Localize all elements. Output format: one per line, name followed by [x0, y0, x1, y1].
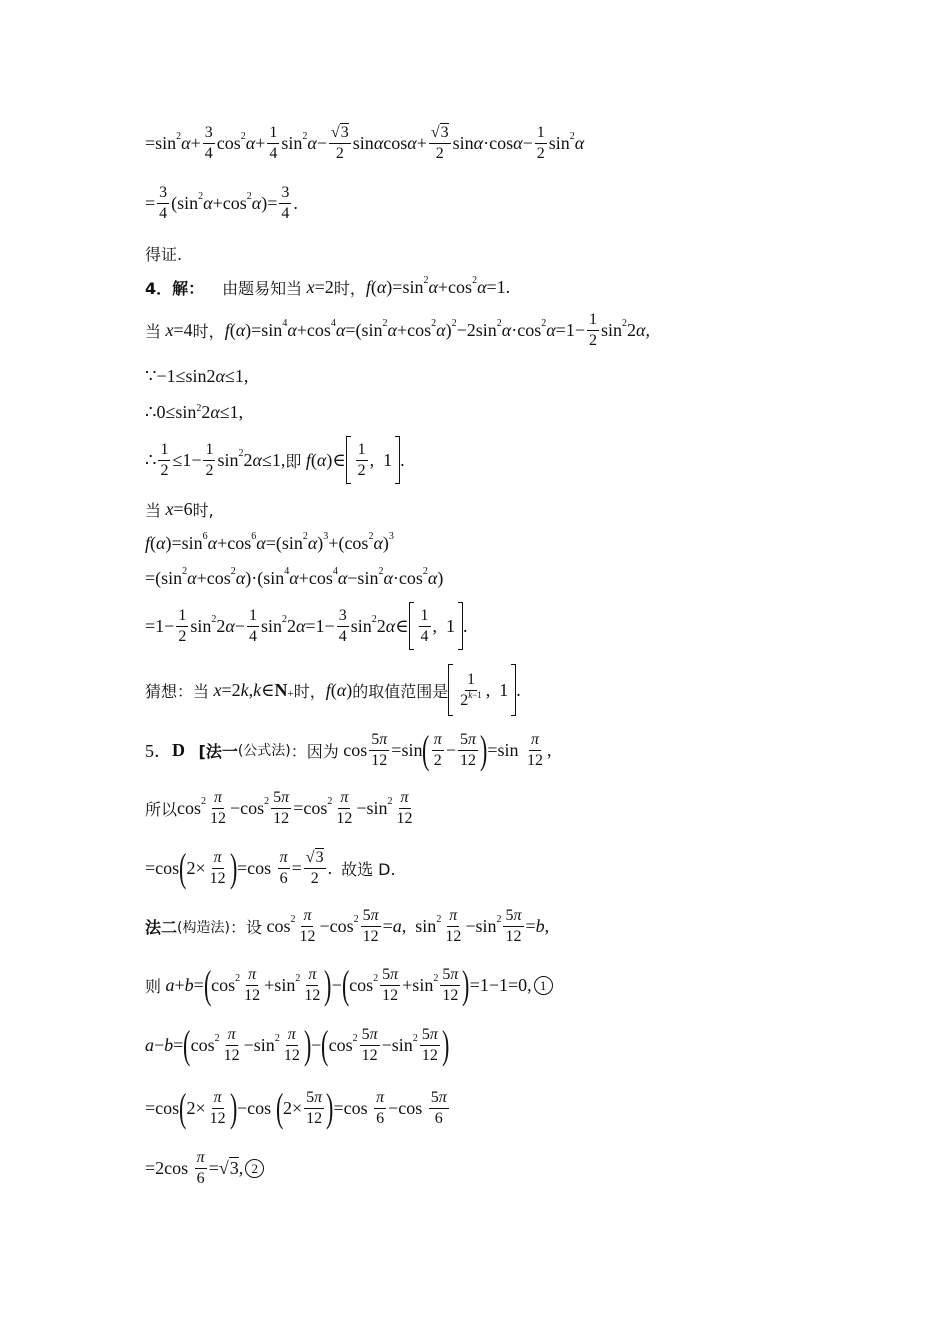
- equation-line-6: ∵−1≤sin2α≤1,: [145, 366, 249, 386]
- problem-5-header: 5． D [法一 (公式法) ：因为 cos $\frac{5\pi}{12}$ =sin ( $\frac{\pi}{2}$ − $\frac{5\pi}{12}$ ) =sin $\frac{\pi}{12}$ ,: [145, 727, 552, 772]
- circled-2-icon: 2: [245, 1159, 264, 1178]
- equation-line-17: 法二 (构造法) ：设 cos $^2$ $\frac{\pi}{12}$ −cos $^2$ $\frac{5\pi}{12}$ = a , sin $^2$ $\frac{\pi}{12}$ −sin $^2$ $\frac{5\pi}{12}$ = b ,: [145, 907, 550, 945]
- equation-line-1: =sin $^2$ α + $\frac{3}{4}$ cos $^2$ α + $\frac{1}{4}$ sin $^2$ α − $\frac{√3}{2}$ sin α cos α + $\frac{√3}{2}$ sin α ·cos α − $\frac{1}{2}$ sin $^2$ α: [145, 124, 585, 162]
- equation-line-7: $\therefore 0\le\sin^22\alpha\le 1$,: [145, 402, 244, 422]
- equation-line-15: 所以 cos $^2$ $\frac{\pi}{12}$ −cos $^2$ $\frac{5\pi}{12}$ =cos $^2$ $\frac{\pi}{12}$ −sin $^2$ $\frac{\pi}{12}$: [145, 789, 413, 827]
- equation-line-16: =cos ( 2× $\frac{\pi}{12}$ ) =cos $\frac{\pi}{6}$ = $\frac{√3}{2}$ . 故选 D.: [145, 845, 396, 890]
- equation-line-11: =(sin $^2$ α +cos $^2$ α )·(sin $^4$ α +cos $^4$ α −sin $^2$ α ·cos $^2$ α ): [145, 566, 444, 588]
- equation-line-10: f ( α )=sin $^6$ α +cos $^6$ α =(sin $^2$ α ) $^3$ +(cos $^2$ α ) $^3$: [145, 531, 394, 553]
- problem-4-header: 4．解： 由题易知当 x =2 时， f ( α )=sin $^2$ α +cos $^2$ α =1.: [145, 275, 511, 298]
- conjecture-line: 猜想：当 x =2 k , k ∈ N $_+$ 时， f ( α ) 的取值范围是 $\frac{1}{2^{k-1}}$ , 1 .: [145, 664, 521, 716]
- equation-line-5: 当 x =4 时， f ( α )=sin $^4$ α +cos $^4$ α =(sin $^2$ α +cos $^2$ α ) $^2$ −2sin $^2$ α ·cos $^2$ α =1− $\frac{1}{2}$ sin $^2$ 2 α ,: [145, 311, 650, 349]
- text-proved: 得证.: [145, 245, 183, 264]
- equation-line-8: ∴ $\frac{1}{2}$ ≤1− $\frac{1}{2}$ sin $^2$ 2 α ≤1, 即 f ( α )∈ $\frac{1}{2}$ , 1 .: [145, 436, 405, 484]
- circled-1-icon: 1: [534, 976, 553, 995]
- equation-line-18: 则 a + b = ( cos $^2$ $\frac{\pi}{12}$ +sin $^2$ $\frac{\pi}{12}$ ) − ( cos $^2$ $\frac{5\pi}{12}$ +sin $^2$ $\frac{5\pi}{12}$ ) =1−1=0, 1: [145, 965, 553, 1005]
- equation-line-12: =1− $\frac{1}{2}$ sin $^2$ 2 α − $\frac{1}{4}$ sin $^2$ 2 α =1− $\frac{3}{4}$ sin $^2$ 2 α ∈ $\frac{1}{4}$ , 1 .: [145, 602, 468, 650]
- equation-line-2: = $\frac{3}{4}$ (sin $^2$ α +cos $^2$ α )= $\frac{3}{4}$ .: [145, 184, 298, 222]
- equation-line-19: a − b = ( cos $^2$ $\frac{\pi}{12}$ −sin $^2$ $\frac{\pi}{12}$ ) − ( cos $^2$ $\frac{5\pi}{12}$ −sin $^2$ $\frac{5\pi}{12}$ ): [145, 1022, 450, 1067]
- equation-line-20: =cos ( 2× $\frac{\pi}{12}$ ) −cos ( 2× $\frac{5\pi}{12}$ ) =cos $\frac{\pi}{6}$ −cos $\frac{5\pi}{6}$: [145, 1085, 447, 1130]
- equation-line-9: 当 x =6 时,: [145, 499, 214, 520]
- equation-line-21: =2cos $\frac{\pi}{6}$ = √3 , 2: [145, 1150, 264, 1187]
